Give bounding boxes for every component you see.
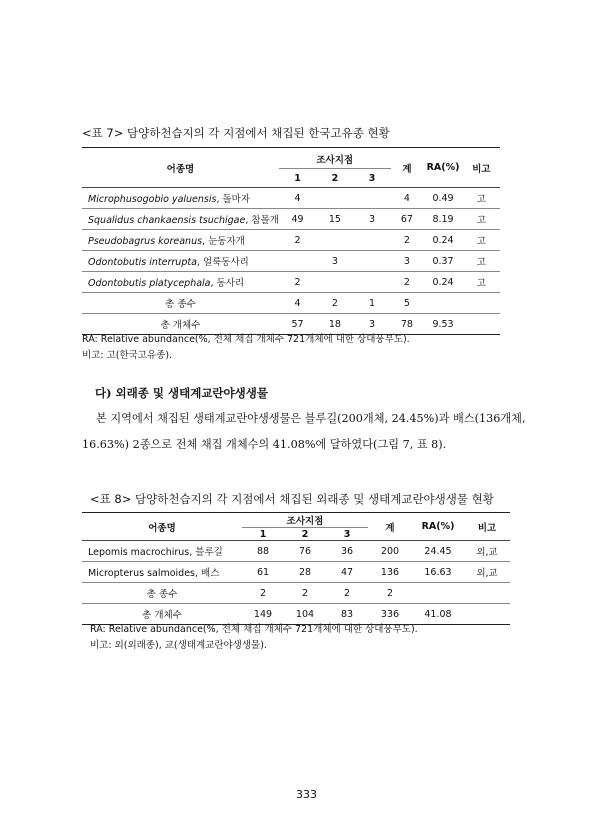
table7-cell-remark: 고: [463, 251, 500, 272]
table8-individuals-label: 총 개체수: [142, 610, 182, 621]
table8-header-total: 계: [368, 513, 412, 541]
table7-cell-s2: [316, 230, 353, 251]
table7-row: [82, 272, 500, 293]
table8-individuals-total: 336: [380, 608, 400, 620]
table7-cell-total: 3: [391, 251, 424, 272]
table7-cell-s3: [354, 230, 391, 251]
table7-species-count-label: 총 종수: [82, 293, 279, 314]
table7-scientific-name: Odontobutis platycephala: [88, 278, 211, 289]
table7-row: [82, 230, 500, 251]
table8-species-name: Micropterus salmoides, 배스: [82, 562, 242, 583]
table7-cell-total: 2: [391, 272, 424, 293]
table7-header-ra: RA(%): [423, 148, 463, 188]
table8-species-count-total: 2: [368, 583, 412, 604]
table8-header-sites: 조사지점: [242, 513, 368, 528]
table7-species-count-s3: 1: [354, 293, 391, 314]
table7-row: [82, 251, 500, 272]
table8-cell-s2: 28: [284, 562, 326, 583]
table7-note-remark: 비고: 고(한국고유종).: [82, 350, 173, 361]
table8-species-count-s1: 2: [242, 583, 284, 604]
table7: [82, 147, 500, 335]
table8-individuals-ra: 41.08: [424, 608, 452, 620]
section-heading: 다) 외래종 및 생태계교란야생생물: [95, 386, 268, 400]
table7-individuals-ra: 9.53: [432, 318, 454, 330]
table8-individuals-s2: 104: [295, 608, 315, 620]
table7-cell-s1: 2: [279, 230, 316, 251]
table7-cell-remark: 고: [463, 209, 500, 230]
table7-individuals-s1: 57: [291, 318, 304, 330]
table7-cell-total: 4: [391, 188, 424, 209]
table7-row: [82, 188, 500, 209]
table8-header-remark: 비고: [464, 513, 510, 541]
table8-cell-remark: 외,교: [464, 562, 510, 583]
table8-species-count-ra: [412, 583, 464, 604]
table7-scientific-name: Pseudobagrus koreanus: [88, 236, 203, 247]
table7-korean-name: , 눈동자개: [202, 236, 245, 247]
table7-scientific-name: Squalidus chankaensis tsuchigae: [88, 215, 246, 226]
table7-species-name: [82, 188, 279, 209]
table7-scientific-name: Microphusogobio yaluensis: [88, 194, 217, 205]
section-paragraph-line2: 16.63%) 2종으로 전체 채집 개체수의 41.08%에 달하였다(그림 7, 표 8).: [82, 438, 447, 451]
table7-species-name: [82, 251, 279, 272]
table7-note-ra: RA: Relative abundance(%, 전체 채집 개체수 721개체에 대한 상대풍부도).: [82, 334, 410, 345]
table8-species-name: Lepomis macrochirus, 블루길: [82, 541, 242, 562]
table8-note-remark: 비고: 외(외래종), 교(생태계교란야생생물).: [90, 640, 267, 651]
table8-cell-s1: 61: [242, 562, 284, 583]
table8-row: [82, 541, 510, 562]
section-paragraph: [82, 406, 542, 458]
table7-cell-s3: [354, 272, 391, 293]
table8-header-ra: RA(%): [412, 513, 464, 541]
table7-species-count-remark: [463, 293, 500, 314]
table8-individuals-s3: 83: [340, 608, 354, 620]
table7-cell-s1: 4: [279, 188, 316, 209]
table7-cell-ra: 8.19: [423, 209, 463, 230]
table7-header-total: 계: [391, 148, 424, 188]
table8-cell-ra: 16.63: [412, 562, 464, 583]
table7-cell-s1: 49: [279, 209, 316, 230]
table7-individuals-s3: 3: [369, 318, 376, 330]
table7-cell-s2: 3: [316, 251, 353, 272]
page-number: 333: [296, 788, 317, 801]
table8-note-ra: RA: Relative abundance(%, 전체 채집 개체수 721개체에 대한 상대풍부도).: [90, 624, 418, 635]
table8-cell-s1: 88: [242, 541, 284, 562]
table7-korean-name: , 동사리: [210, 278, 245, 289]
table7-cell-ra: 0.37: [423, 251, 463, 272]
table8-caption: <표 8> 담양하천습지의 각 지점에서 채집된 외래종 및 생태계교란야생생물 현황: [90, 492, 494, 506]
table8-cell-ra: 24.45: [412, 541, 464, 562]
table7-header-site1: 1: [279, 169, 316, 188]
table7-species-name: [82, 209, 279, 230]
table7-header-site2: 2: [316, 169, 353, 188]
table7-row: [82, 209, 500, 230]
table8-row: [82, 562, 510, 583]
table7-korean-name: , 얼룩동사리: [196, 257, 249, 268]
table7-caption: <표 7> 담양하천습지의 각 지점에서 채집된 한국고유종 현황: [82, 126, 390, 140]
table7-species-count-s1: 4: [279, 293, 316, 314]
table7-cell-total: 2: [391, 230, 424, 251]
table7-cell-ra: 0.49: [423, 188, 463, 209]
table7-cell-s3: [354, 251, 391, 272]
table7-header-species: 어종명: [82, 148, 279, 188]
table7-header-sites: 조사지점: [279, 148, 391, 169]
table7-species-count-s2: 2: [316, 293, 353, 314]
table7-species-count-ra: [423, 293, 463, 314]
table7-cell-s3: 3: [354, 209, 391, 230]
table8-species-count-remark: [464, 583, 510, 604]
table8-cell-remark: 외,교: [464, 541, 510, 562]
table7-cell-remark: 고: [463, 188, 500, 209]
table7-cell-s2: 15: [316, 209, 353, 230]
section-paragraph-line1: 본 지역에서 채집된 생태계교란야생생물은 블루길(200개체, 24.45%)과 배스(136개체,: [96, 412, 526, 425]
table8-cell-total: 136: [368, 562, 412, 583]
table7-header-site3: 3: [354, 169, 391, 188]
table7-korean-name: , 돌마자: [216, 194, 251, 205]
table8-species-count-s2: 2: [284, 583, 326, 604]
table7-cell-remark: 고: [463, 230, 500, 251]
table7-scientific-name: Odontobutis interrupta: [88, 257, 197, 268]
table7-species-name: [82, 230, 279, 251]
table8-cell-s2: 76: [284, 541, 326, 562]
table7-cell-remark: 고: [463, 272, 500, 293]
table7-cell-total: 67: [391, 209, 424, 230]
table7-individuals-remark: [463, 314, 500, 335]
table8-header-site1: 1: [242, 528, 284, 541]
table7-cell-s3: [354, 188, 391, 209]
table7-individuals-s2: 18: [328, 318, 341, 330]
table7-species-count-total: 5: [391, 293, 424, 314]
table7-korean-name: , 참몰개: [245, 215, 279, 226]
table7-cell-s2: [316, 188, 353, 209]
table8-cell-total: 200: [368, 541, 412, 562]
table7-individuals-total: 78: [400, 318, 413, 330]
table8-header-species: 어종명: [82, 513, 242, 541]
table7-cell-s2: [316, 272, 353, 293]
table8-header-site2: 2: [284, 528, 326, 541]
table7-individuals-label: 총 개체수: [160, 320, 201, 331]
table7-cell-s1: 2: [279, 272, 316, 293]
table7-cell-s1: [279, 251, 316, 272]
table8-species-count-label: 총 종수: [82, 583, 242, 604]
table8-individuals-s1: 149: [253, 608, 273, 620]
table7-cell-ra: 0.24: [423, 272, 463, 293]
table8-cell-s3: 36: [326, 541, 368, 562]
table7-header-remark: 비고: [463, 148, 500, 188]
table8-cell-s3: 47: [326, 562, 368, 583]
table8-header-site3: 3: [326, 528, 368, 541]
table8: [82, 512, 510, 625]
table7-cell-ra: 0.24: [423, 230, 463, 251]
table7-species-name: [82, 272, 279, 293]
table8-individuals-remark: [464, 604, 510, 625]
table8-species-count-s3: 2: [326, 583, 368, 604]
